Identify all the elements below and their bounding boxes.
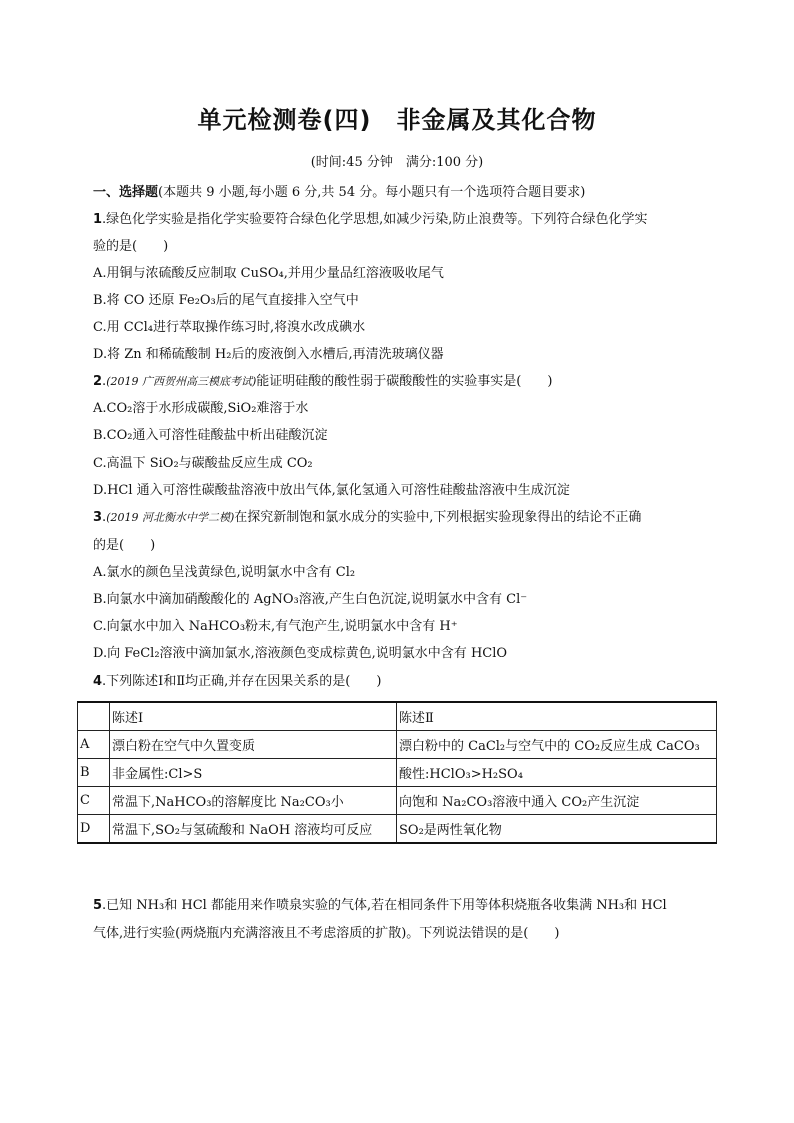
- question-3-stem: 3.(2019 河北衡水中学二模)在探究新制饱和氯水成分的实验中,下列根据实验现象得出的结论不正确: [93, 510, 642, 525]
- statements-table: [77, 701, 717, 844]
- question-number: 3: [93, 510, 103, 525]
- table-cell: 常温下,SO₂与氢硫酸和 NaOH 溶液均可反应: [110, 815, 397, 844]
- table-cell: 漂白粉中的 CaCl₂与空气中的 CO₂反应生成 CaCO₃: [397, 731, 717, 759]
- question-3-option-b: B.向氯水中滴加硝酸酸化的 AgNO₃溶液,产生白色沉淀,说明氯水中含有 Cl⁻: [93, 592, 528, 607]
- question-2-option-c: C.高温下 SiO₂与碳酸盐反应生成 CO₂: [93, 456, 313, 471]
- question-number: 5: [93, 898, 103, 913]
- question-1-option-c: C.用 CCl₄进行萃取操作练习时,将溴水改成碘水: [93, 320, 366, 335]
- question-3-option-a: A.氯水的颜色呈浅黄绿色,说明氯水中含有 Cl₂: [93, 565, 356, 580]
- question-1-option-b: B.将 CO 还原 Fe₂O₃后的尾气直接排入空气中: [93, 293, 359, 308]
- question-2-option-d: D.HCl 通入可溶性碳酸盐溶液中放出气体,氯化氢通入可溶性硅酸盐溶液中生成沉淀: [93, 483, 570, 498]
- table-row: [78, 731, 717, 759]
- table-header-row: [78, 702, 717, 731]
- question-3-option-d: D.向 FeCl₂溶液中滴加氯水,溶液颜色变成棕黄色,说明氯水中含有 HClO: [93, 646, 508, 661]
- section-label: 一、选择题: [93, 185, 159, 200]
- table-row: [78, 815, 717, 844]
- table-cell: 漂白粉在空气中久置变质: [110, 731, 397, 759]
- exam-info: (时间:45 分钟 满分:100 分): [310, 155, 484, 170]
- question-2-stem: 2.(2019 广西贺州高三模底考试)能证明硅酸的酸性弱于碳酸酸性的实验事实是( ): [93, 374, 553, 389]
- question-text: 能证明硅酸的酸性弱于碳酸酸性的实验事实是( ): [256, 374, 553, 389]
- question-1-option-a: A.用铜与浓硫酸反应制取 CuSO₄,并用少量品红溶液吸收尾气: [93, 266, 444, 281]
- table-cell: SO₂是两性氧化物: [397, 815, 717, 844]
- table-header-cell: 陈述Ⅰ: [110, 702, 397, 731]
- table-header-cell: [78, 702, 110, 731]
- page-title: 单元检测卷(四) 非金属及其化合物: [197, 106, 597, 134]
- table-cell: 非金属性:Cl>S: [110, 759, 397, 787]
- question-text: .下列陈述Ⅰ和Ⅱ均正确,并存在因果关系的是( ): [102, 674, 382, 689]
- question-3-stem-cont: 的是( ): [93, 538, 156, 553]
- table-header-cell: 陈述Ⅱ: [397, 702, 717, 731]
- table-cell: A: [78, 731, 110, 759]
- question-3-option-c: C.向氯水中加入 NaHCO₃粉末,有气泡产生,说明氯水中含有 H⁺: [93, 619, 458, 634]
- question-source: (2019 河北衡水中学二模): [106, 511, 235, 524]
- question-1-stem-cont: 验的是( ): [93, 239, 169, 254]
- table-cell: 向饱和 Na₂CO₃溶液中通入 CO₂产生沉淀: [397, 787, 717, 815]
- question-source: (2019 广西贺州高三模底考试): [106, 375, 257, 388]
- question-number: 2: [93, 374, 103, 389]
- table-cell: 酸性:HClO₃>H₂SO₄: [397, 759, 717, 787]
- section-note: (本题共 9 小题,每小题 6 分,共 54 分。每小题只有一个选项符合题目要求): [158, 185, 586, 200]
- section-heading: [93, 181, 585, 200]
- question-text: 在探究新制饱和氯水成分的实验中,下列根据实验现象得出的结论不正确: [234, 510, 642, 525]
- question-5-stem-cont: 气体,进行实验(两烧瓶内充满溶液且不考虑溶质的扩散)。下列说法错误的是( ): [93, 926, 560, 941]
- table-cell: C: [78, 787, 110, 815]
- question-4-stem: [93, 674, 381, 690]
- question-number: 1: [93, 212, 103, 227]
- question-5-stem: [93, 898, 667, 914]
- question-2-option-b: B.CO₂通入可溶性硅酸盐中析出硅酸沉淀: [93, 428, 328, 443]
- question-2-option-a: A.CO₂溶于水形成碳酸,SiO₂难溶于水: [93, 401, 309, 416]
- question-number: 4: [93, 674, 103, 689]
- table-cell: B: [78, 759, 110, 787]
- question-1-option-d: D.将 Zn 和稀硫酸制 H₂后的废液倒入水槽后,再清洗玻璃仪器: [93, 347, 444, 362]
- table-row: [78, 787, 717, 815]
- question-text: .绿色化学实验是指化学实验要符合绿色化学思想,如减少污染,防止浪费等。下列符合绿色化学实: [102, 212, 648, 227]
- table-row: [78, 759, 717, 787]
- table-cell: D: [78, 815, 110, 844]
- table-cell: 常温下,NaHCO₃的溶解度比 Na₂CO₃小: [110, 787, 397, 815]
- question-text: .已知 NH₃和 HCl 都能用来作喷泉实验的气体,若在相同条件下用等体积烧瓶各收集满 NH₃和 HCl: [102, 898, 667, 913]
- question-1-stem: [93, 212, 647, 228]
